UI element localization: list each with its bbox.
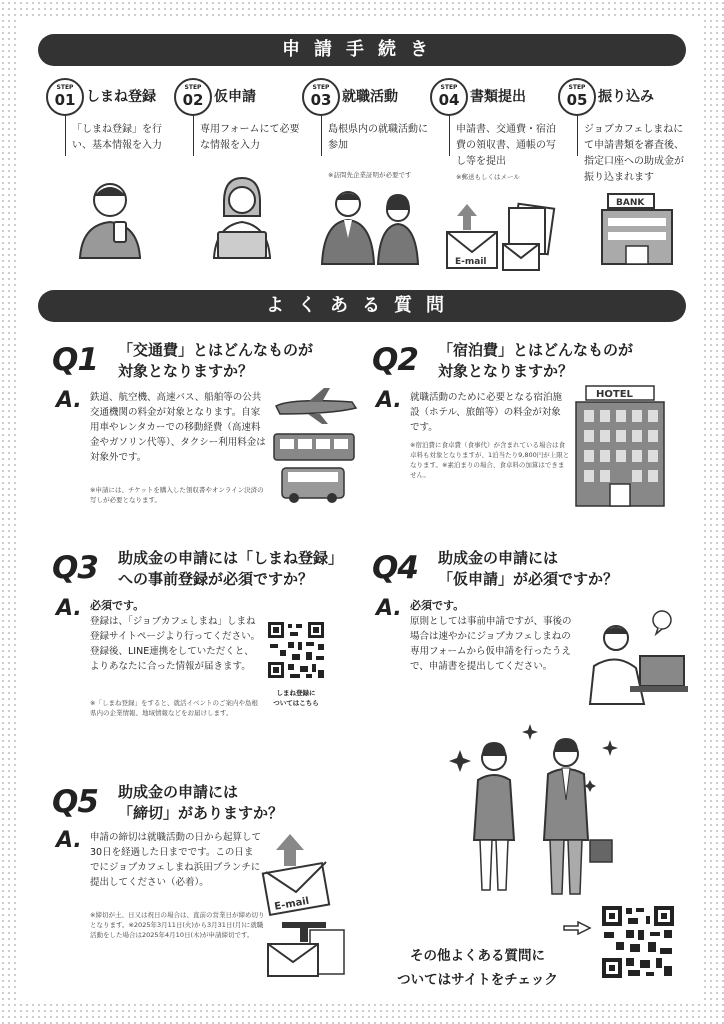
step-badge bbox=[302, 78, 340, 116]
bank-label: BANK bbox=[616, 198, 645, 208]
qr-code-shimane-registration[interactable] bbox=[266, 620, 326, 680]
step-title: 就職活動 bbox=[342, 89, 398, 105]
step-number: 04 bbox=[438, 91, 460, 109]
faq-site-cta: その他よくある質問に ついてはサイトをチェック bbox=[397, 948, 558, 988]
transport-icon bbox=[272, 384, 358, 504]
step-number: 02 bbox=[182, 91, 204, 109]
q3-answer-mark: A. bbox=[56, 596, 82, 621]
q2-answer: 就職活動のために必要となる宿泊施設（ホテル、旅館等）の料金が対象です。 bbox=[410, 392, 563, 433]
q5-note: ※締切が土、日又は祝日の場合は、直前の営業日が締め切りとなります。※2025年3月11日(火)から3月31日(月)に就職活動をした場合は2025年4月10日(木)が申請締切です。 bbox=[90, 911, 265, 939]
step-label: STEP bbox=[568, 84, 586, 91]
step-note: ※郵送もしくはメール bbox=[456, 173, 520, 181]
step-label: STEP bbox=[312, 84, 330, 91]
person-laptop-icon bbox=[202, 170, 282, 260]
step-label: STEP bbox=[440, 84, 458, 91]
step-body: ジョブカフェしまねにて申請書類を審査後、指定口座への助成金が振り込まれます bbox=[584, 124, 684, 183]
q4-answer: 必須です。 原則としては事前申請ですが、事後の場合は速やかにジョブカフェしまねの専用フォームから仮申請を行ったうえで、申請書を提出してください。 bbox=[410, 599, 572, 672]
step-note: ※訪問先企業証明が必要です bbox=[328, 171, 412, 179]
q4-number: Q4 bbox=[372, 550, 418, 586]
q5-answer-mark: A. bbox=[56, 828, 82, 853]
q3-number: Q3 bbox=[52, 550, 98, 586]
step-body: 申請書、交通費・宿泊費の領収書、通帳の写し等を提出 bbox=[456, 124, 556, 167]
person-computer-icon bbox=[580, 608, 690, 708]
email-label: E-mail bbox=[455, 257, 487, 267]
hotel-label: HOTEL bbox=[596, 389, 633, 400]
person-phone-icon bbox=[70, 170, 150, 260]
step-label: STEP bbox=[184, 84, 202, 91]
q2-answer-mark: A. bbox=[376, 388, 402, 413]
q1-question: 「交通費」とはどんなものが 対象となりますか？ bbox=[118, 341, 314, 380]
step-number: 05 bbox=[566, 91, 588, 109]
step-body: 島根県内の就職活動に参加 bbox=[328, 124, 428, 151]
step-number: 03 bbox=[310, 91, 332, 109]
bank-building-icon bbox=[598, 190, 678, 268]
q1-note: ※申請には、チケットを購入した領収書やオンライン決済の写しが必要となります。 bbox=[90, 486, 264, 504]
q5-number: Q5 bbox=[52, 784, 98, 820]
email-label: E-mail bbox=[273, 895, 311, 913]
q2-question: 「宿泊費」とはどんなものが 対象となりますか？ bbox=[438, 341, 634, 380]
step-number: 01 bbox=[54, 91, 76, 109]
q3-question: 助成金の申請には「しまね登録」 への事前登録が必須ですか？ bbox=[118, 549, 344, 588]
qr-code-faq-site[interactable] bbox=[600, 904, 676, 980]
divider bbox=[577, 114, 578, 156]
divider bbox=[65, 114, 66, 156]
divider bbox=[321, 114, 322, 156]
step-badge bbox=[174, 78, 212, 116]
flyer-content bbox=[20, 20, 704, 1004]
step-title: 書類提出 bbox=[470, 89, 526, 105]
step-label: STEP bbox=[56, 84, 74, 91]
faq-heading: よくある質問 bbox=[38, 290, 686, 322]
q4-answer-mark: A. bbox=[376, 596, 402, 621]
job-seekers-icon bbox=[310, 178, 430, 266]
pointing-hand-icon bbox=[562, 920, 592, 940]
step-title: 振り込み bbox=[598, 89, 654, 105]
q5-answer: 申請の締切は就職活動の日から起算して30日を経過した日までです。この日までにジョブカフェしまね浜田ブランチに提出してください（必着）。 bbox=[90, 832, 262, 888]
q3-note: ※「しまね登録」をすると、就活イベントのご案内や島根県内の企業情報、地域情報などをお届けします。 bbox=[90, 699, 258, 717]
q3-answer: 必須です。 登録は、「ジョブカフェしまね」しまね登録サイトページより行ってください。登録後、LINE連携をしていただくと、よりあなたに合った情報が届きます。 bbox=[90, 599, 261, 672]
step-body: 専用フォームにて必要な情報を入力 bbox=[200, 124, 300, 151]
q1-number: Q1 bbox=[52, 342, 98, 378]
step-badge bbox=[430, 78, 468, 116]
step-body: 「しまね登録」を行い、基本情報を入力 bbox=[72, 124, 162, 151]
q2-note: ※宿泊費に食卓費（食事代）が含まれている場合は食卓料も対象となりますが、1泊当たり9,800円が上限となります。※素泊まりの場合、食卓料の加算はできません。 bbox=[410, 441, 570, 479]
divider bbox=[193, 114, 194, 156]
step-badge bbox=[46, 78, 84, 116]
procedures-heading: 申請手続き bbox=[38, 34, 686, 66]
business-people-icon bbox=[430, 720, 630, 900]
email-mail-icon bbox=[260, 832, 350, 982]
q5-question: 助成金の申請には 「締切」がありますか？ bbox=[118, 783, 284, 822]
step-badge bbox=[558, 78, 596, 116]
step-title: しまね登録 bbox=[86, 89, 156, 105]
q4-question: 助成金の申請には 「仮申請」が必須ですか？ bbox=[438, 549, 619, 588]
hotel-building-icon bbox=[572, 384, 668, 508]
q1-answer-mark: A. bbox=[56, 388, 82, 413]
divider bbox=[449, 114, 450, 156]
qr-caption: しまね登録に ついてはこちら bbox=[273, 689, 319, 707]
q1-answer: 鉄道、航空機、高速バス、船舶等の公共交通機関の料金が対象となります。自家用車やレンタカーでの移動経費（高速料金やガソリン代等）、タクシー利用料金は対象外です。 bbox=[90, 392, 266, 463]
email-documents-icon bbox=[445, 200, 560, 280]
q2-number: Q2 bbox=[372, 342, 418, 378]
step-title: 仮申請 bbox=[214, 89, 256, 105]
